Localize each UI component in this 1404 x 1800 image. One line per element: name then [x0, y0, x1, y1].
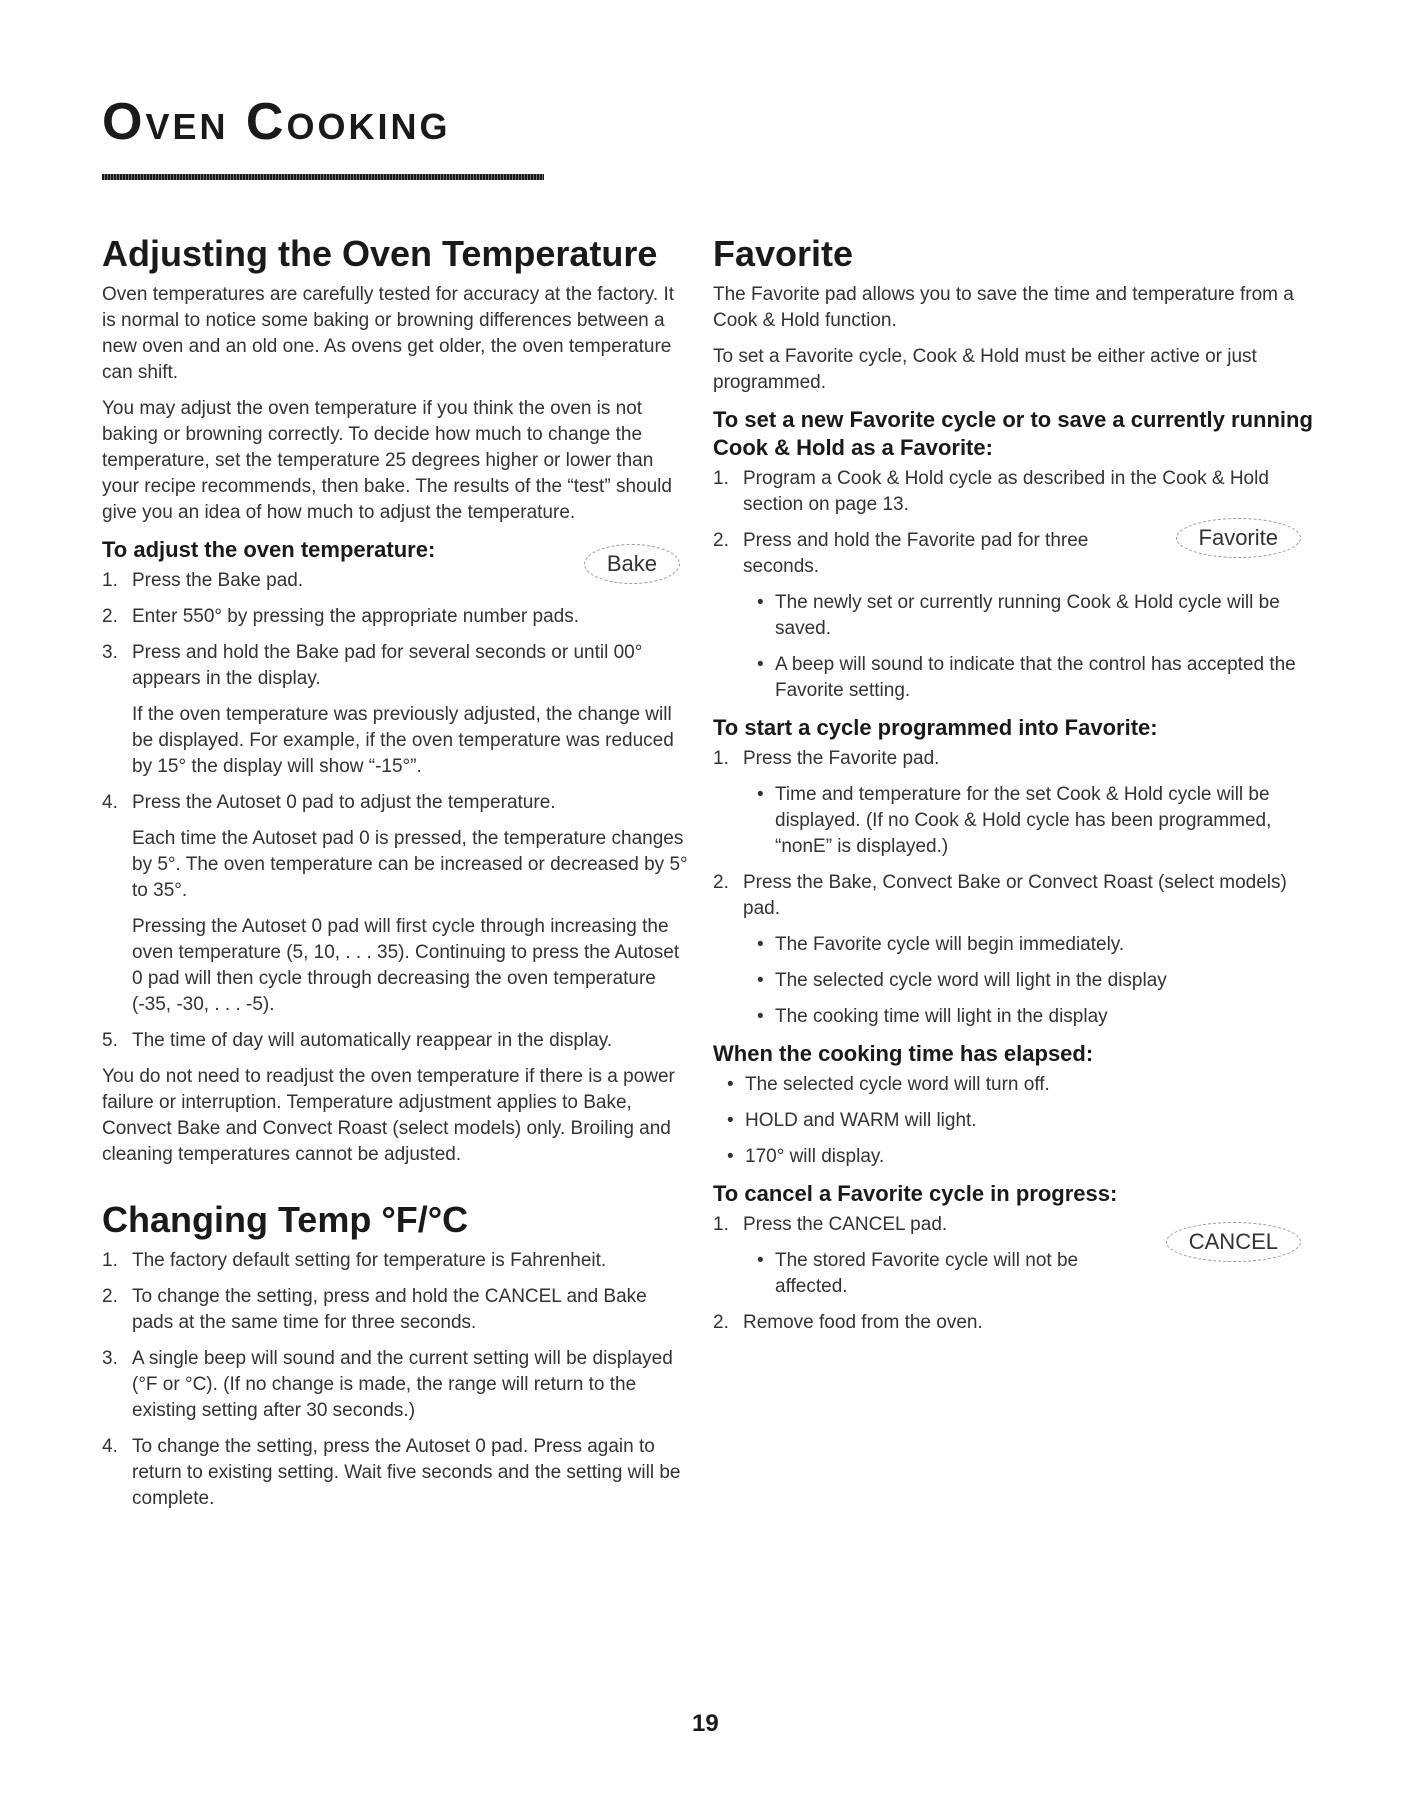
favorite-set-heading: To set a new Favorite cycle or to save a currently running Cook & Hold as a Favorite:: [713, 407, 1313, 460]
favorite-set-bullet: [713, 652, 1313, 704]
favorite-start-bullet: [713, 968, 1313, 994]
favorite-cancel-heading: To cancel a Favorite cycle in progress:: [713, 1181, 1118, 1206]
step-text: A single beep will sound and the current setting will be displayed (°F or °C). (If no change is made, the range will return to the existing setting after 30 seconds.): [132, 1348, 673, 1421]
bullet-text: The cooking time will light in the display: [775, 1006, 1108, 1027]
step-text: Enter 550° by pressing the appropriate number pads.: [132, 606, 579, 627]
step4-note-1: Each time the Autoset pad 0 is pressed, the temperature changes by 5°. The oven temperature can be increased or decreased by 5° to 35°.: [132, 828, 688, 901]
step-text: Press the Autoset 0 pad to adjust the temperature.: [132, 792, 556, 813]
favorite-start-bullet: [713, 1004, 1313, 1030]
favorite-start-bullet: [713, 932, 1313, 958]
adjust-subheading: To adjust the oven temperature:: [102, 537, 436, 562]
step-text: Press the Bake, Convect Bake or Convect Roast (select models) pad.: [743, 872, 1287, 919]
favorite-start-bullet: [713, 782, 1313, 860]
adjust-subheading-row: [102, 536, 692, 576]
adjust-step: [102, 790, 692, 816]
bullet-text: Time and temperature for the set Cook & Hold cycle will be displayed. (If no Cook & Hold cycle has been programmed, “nonE” is displayed.): [775, 784, 1272, 857]
step-number: 1.: [102, 1250, 118, 1271]
favorite-elapsed-bullet: [713, 1108, 1313, 1134]
step-text: Press and hold the Bake pad for several seconds or until 00° appears in the display.: [132, 642, 643, 689]
bullet-icon: •: [757, 654, 764, 675]
step-number: 2.: [713, 1312, 729, 1333]
changing-step: [102, 1346, 692, 1424]
favorite-set-bullet: [713, 590, 1313, 642]
step-number: 3.: [102, 1348, 118, 1369]
bullet-text: HOLD and WARM will light.: [745, 1110, 977, 1131]
step-number: 3.: [102, 642, 118, 663]
step-number: 1.: [713, 1214, 729, 1235]
title-rule: [102, 174, 544, 180]
step-number: 4.: [102, 1436, 118, 1457]
bake-pad-icon: Bake: [584, 544, 680, 584]
step-number: 4.: [102, 792, 118, 813]
step-text: To change the setting, press the Autoset 0 pad. Press again to return to existing setting. Wait five seconds and the setting will be complete.: [132, 1436, 681, 1509]
step-number: 2.: [713, 872, 729, 893]
right-column: [713, 232, 1313, 1346]
adjusting-closing: You do not need to readjust the oven temperature if there is a power failure or interruption. Temperature adjustment applies to Bake, Convect Bake and Convect Roast (select models) only. Broiling and cleaning temperatures cannot be adjusted.: [102, 1066, 675, 1165]
step-number: 2.: [102, 1286, 118, 1307]
adjust-step: [102, 1028, 692, 1054]
step4-note-2: Pressing the Autoset 0 pad will first cycle through increasing the oven temperature (5, 10, . . . 35). Continuing to press the Autoset 0 pad will then cycle through decreasing the oven temperature (-35, -30, . . . -5).: [132, 916, 680, 1015]
bullet-icon: •: [727, 1110, 734, 1131]
step-number: 5.: [102, 1030, 118, 1051]
favorite-elapsed-bullet: [713, 1072, 1313, 1098]
bullet-text: The selected cycle word will light in the display: [775, 970, 1167, 991]
bullet-icon: •: [757, 934, 764, 955]
step-number: 2.: [713, 530, 729, 551]
adjust-step: [102, 640, 692, 692]
adjust-step: [102, 604, 692, 630]
favorite-intro-1: The Favorite pad allows you to save the time and temperature from a Cook & Hold function.: [713, 284, 1294, 331]
step-text: Press the Favorite pad.: [743, 748, 940, 769]
changing-heading: Changing Temp °F/°C: [102, 1199, 469, 1240]
step-text: The time of day will automatically reappear in the display.: [132, 1030, 613, 1051]
step-number: 1.: [713, 468, 729, 489]
changing-step: [102, 1248, 692, 1274]
step-text: To change the setting, press and hold the CANCEL and Bake pads at the same time for three seconds.: [132, 1286, 647, 1333]
cancel-block: [713, 1212, 1313, 1300]
page-title: Oven Cooking: [102, 93, 451, 151]
step-number: 1.: [102, 570, 118, 591]
step-number: 1.: [713, 748, 729, 769]
bullet-text: The stored Favorite cycle will not be affected.: [775, 1250, 1079, 1297]
favorite-start-step: [713, 746, 1313, 772]
adjusting-intro-2: You may adjust the oven temperature if you think the oven is not baking or browning correctly. To decide how much to change the temperature, set the temperature 25 degrees higher or lower than your recipe recommends, then bake. The results of the “test” should give you an idea of how much to adjust the temperature.: [102, 398, 672, 523]
step-text: Press the CANCEL pad.: [743, 1214, 948, 1235]
bullet-icon: •: [727, 1074, 734, 1095]
changing-step: [102, 1284, 692, 1336]
step3-note: If the oven temperature was previously adjusted, the change will be displayed. For example, if the oven temperature was reduced by 15° the display will show “-15°”.: [132, 704, 674, 777]
adjusting-heading: Adjusting the Oven Temperature: [102, 233, 658, 274]
step-text: Press and hold the Favorite pad for three seconds.: [743, 530, 1089, 577]
bullet-icon: •: [757, 784, 764, 805]
bullet-icon: •: [757, 970, 764, 991]
bullet-text: A beep will sound to indicate that the control has accepted the Favorite setting.: [775, 654, 1296, 701]
bullet-text: The newly set or currently running Cook & Hold cycle will be saved.: [775, 592, 1280, 639]
step-text: Program a Cook & Hold cycle as described in the Cook & Hold section on page 13.: [743, 468, 1269, 515]
bullet-text: The selected cycle word will turn off.: [745, 1074, 1050, 1095]
step-number: 2.: [102, 606, 118, 627]
favorite-heading: Favorite: [713, 233, 854, 274]
bullet-icon: •: [757, 592, 764, 613]
bullet-text: The Favorite cycle will begin immediately.: [775, 934, 1125, 955]
step-text: Remove food from the oven.: [743, 1312, 983, 1333]
favorite-intro-2: To set a Favorite cycle, Cook & Hold must be either active or just programmed.: [713, 346, 1257, 393]
bullet-icon: •: [757, 1250, 764, 1271]
page-number: 19: [692, 1710, 719, 1737]
favorite-elapsed-bullet: [713, 1144, 1313, 1170]
step-text: The factory default setting for temperature is Fahrenheit.: [132, 1250, 607, 1271]
favorite-start-step: [713, 870, 1313, 922]
step-text: Press the Bake pad.: [132, 570, 304, 591]
favorite-set-step: [713, 466, 1313, 518]
adjust-step: [102, 568, 692, 594]
bullet-text: 170° will display.: [745, 1146, 885, 1167]
favorite-set-step: [713, 525, 1313, 580]
bullet-icon: •: [727, 1146, 734, 1167]
favorite-start-heading: To start a cycle programmed into Favorite:: [713, 715, 1158, 740]
changing-step: [102, 1434, 692, 1512]
cancel-pad-icon: CANCEL: [1166, 1222, 1301, 1262]
favorite-elapsed-heading: When the cooking time has elapsed:: [713, 1041, 1094, 1066]
bullet-icon: •: [757, 1006, 764, 1027]
favorite-pad-icon: Favorite: [1176, 518, 1301, 558]
favorite-cancel-step: [713, 1310, 1313, 1336]
left-column: [102, 232, 692, 1522]
adjusting-intro-1: Oven temperatures are carefully tested for accuracy at the factory. It is normal to notice some baking or browning differences between a new oven and an old one. As ovens get older, the oven temperature can shift.: [102, 284, 675, 383]
